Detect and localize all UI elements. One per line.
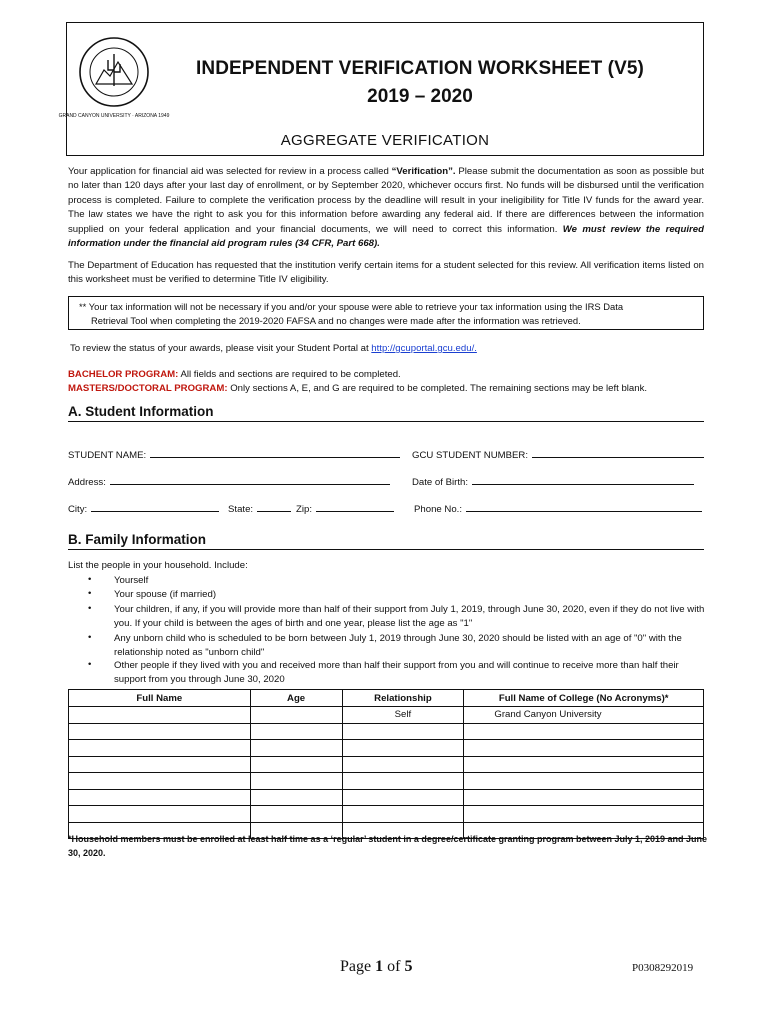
- full-name-cell[interactable]: [69, 806, 251, 823]
- worksheet-title: INDEPENDENT VERIFICATION WORKSHEET (V5): [196, 58, 644, 79]
- bullet-icon: •: [88, 574, 92, 585]
- phone-field[interactable]: Phone No.:: [414, 502, 702, 515]
- age-cell[interactable]: [250, 707, 342, 724]
- worksheet-subtitle: AGGREGATE VERIFICATION: [280, 132, 490, 149]
- relationship-cell[interactable]: Self: [342, 707, 464, 724]
- university-seal-icon: [58, 26, 170, 126]
- table-row: [69, 806, 704, 823]
- intro-paragraph: Your application for financial aid was selected for review in a process called “Verification”. Please submit the documentation as soon as possible but no later than 120 days after your last day of enrollment, or by September 2020, whichever occurs first. No funds will be disbursed until the verification process is completed. Failure to complete the verification process by the deadline will result in your ineligibility for Title IV funds for the award year. The law states we have the right to ask you for this information before awarding any federal aid. If there are differences between the information supplied on your federal application and your financial documents, we will need to correct this information. We must review the required information under the financial aid program rules (34 CFR, Part 668).: [68, 166, 704, 250]
- household-bullet: Any unborn child who is scheduled to be born between July 1, 2019 through June 30, 2020 should be listed with an age of "0" with the relationship noted as "unborn child": [114, 633, 682, 658]
- bullet-icon: •: [88, 632, 92, 643]
- state-field[interactable]: State:: [228, 502, 291, 515]
- relationship-cell[interactable]: [342, 773, 464, 790]
- college-cell[interactable]: Grand Canyon University: [464, 707, 704, 724]
- form-code: P0308292019: [632, 962, 694, 974]
- age-cell[interactable]: [250, 773, 342, 790]
- bullet-icon: •: [88, 588, 92, 599]
- page-number: Page 1 of 5: [340, 958, 413, 975]
- household-footnote: *Household members must be enrolled at least half time as a ‘regular’ student in a degree/certificate granting program between July 1, 2019 and June 30, 2020.: [68, 834, 708, 858]
- college-cell[interactable]: [464, 723, 704, 740]
- zip-field[interactable]: Zip:: [296, 502, 394, 515]
- relationship-cell[interactable]: [342, 740, 464, 757]
- table-header-row: [69, 690, 704, 707]
- irs-notice-box: [68, 296, 704, 330]
- full-name-cell[interactable]: [69, 723, 251, 740]
- notice-line-1: ** Your tax information will not be necessary if you and/or your spouse were able to retrieve your tax information using the IRS Data: [79, 301, 624, 312]
- gcu-student-number-field[interactable]: GCU STUDENT NUMBER:: [412, 448, 704, 461]
- full-name-cell[interactable]: [69, 789, 251, 806]
- column-header: Full Name of College (No Acronyms)*: [464, 690, 704, 707]
- full-name-cell[interactable]: [69, 773, 251, 790]
- masters-requirement: MASTERS/DOCTORAL PROGRAM: Only sections A, E, and G are required to be completed. The remaining sections may be left blank.: [68, 383, 648, 394]
- address-field[interactable]: Address:: [68, 475, 390, 488]
- full-name-cell[interactable]: [69, 740, 251, 757]
- age-cell[interactable]: [250, 740, 342, 757]
- age-cell[interactable]: [250, 756, 342, 773]
- date-of-birth-field[interactable]: Date of Birth:: [412, 475, 694, 488]
- college-cell[interactable]: [464, 740, 704, 757]
- household-bullet: Your children, if any, if you will provide more than half of their support from July 1, 2019, through June 30, 2020, even if they do not live with you. If your child is between the ages of birth and one year, please list the age as "1": [114, 604, 705, 629]
- column-header: Full Name: [69, 690, 251, 707]
- relationship-cell[interactable]: [342, 806, 464, 823]
- notice-line-2: Retrieval Tool when completing the 2019-2020 FAFSA and no changes were made after the information was retrieved.: [91, 315, 581, 326]
- section-a-heading: A. Student Information: [68, 404, 704, 422]
- student-portal-link[interactable]: http://gcuportal.gcu.edu/.: [371, 343, 477, 354]
- seal-text: GRAND CANYON UNIVERSITY · ARIZONA 1949: [58, 113, 170, 119]
- portal-text: To review the status of your awards, please visit your Student Portal at http://gcuportal.gcu.edu/.: [70, 343, 477, 354]
- table-row: [69, 756, 704, 773]
- bullet-icon: •: [88, 659, 92, 670]
- household-bullet: Your spouse (if married): [114, 589, 217, 600]
- bachelor-requirement: BACHELOR PROGRAM: All fields and sections are required to be completed.: [68, 369, 401, 380]
- full-name-cell[interactable]: [69, 707, 251, 724]
- household-table: [68, 689, 704, 839]
- bullet-icon: •: [88, 603, 92, 614]
- table-row: [69, 740, 704, 757]
- table-row: [69, 773, 704, 790]
- award-year: 2019 – 2020: [367, 86, 473, 107]
- full-name-cell[interactable]: [69, 756, 251, 773]
- verification-paragraph: The Department of Education has requested that the institution verify certain items for a student selected for this review. All verification items listed on this worksheet must be verified to determine Title IV eligibility.: [68, 260, 704, 286]
- age-cell[interactable]: [250, 806, 342, 823]
- column-header: Relationship: [342, 690, 464, 707]
- table-row: [69, 789, 704, 806]
- city-field[interactable]: City:: [68, 502, 219, 515]
- column-header: Age: [250, 690, 342, 707]
- age-cell[interactable]: [250, 789, 342, 806]
- relationship-cell[interactable]: [342, 723, 464, 740]
- relationship-cell[interactable]: [342, 789, 464, 806]
- college-cell[interactable]: [464, 773, 704, 790]
- college-cell[interactable]: [464, 806, 704, 823]
- college-cell[interactable]: [464, 789, 704, 806]
- household-list-intro: List the people in your household. Include:: [68, 560, 248, 571]
- age-cell[interactable]: [250, 723, 342, 740]
- student-name-field[interactable]: STUDENT NAME:: [68, 448, 400, 461]
- table-row: [69, 707, 704, 724]
- section-b-heading: B. Family Information: [68, 532, 704, 550]
- college-cell[interactable]: [464, 756, 704, 773]
- household-bullet: Yourself: [114, 575, 149, 586]
- relationship-cell[interactable]: [342, 756, 464, 773]
- table-row: [69, 723, 704, 740]
- household-bullet: Other people if they lived with you and received more than half their support from you and will continue to receive more than half their support from you through June 30, 2020: [114, 660, 679, 685]
